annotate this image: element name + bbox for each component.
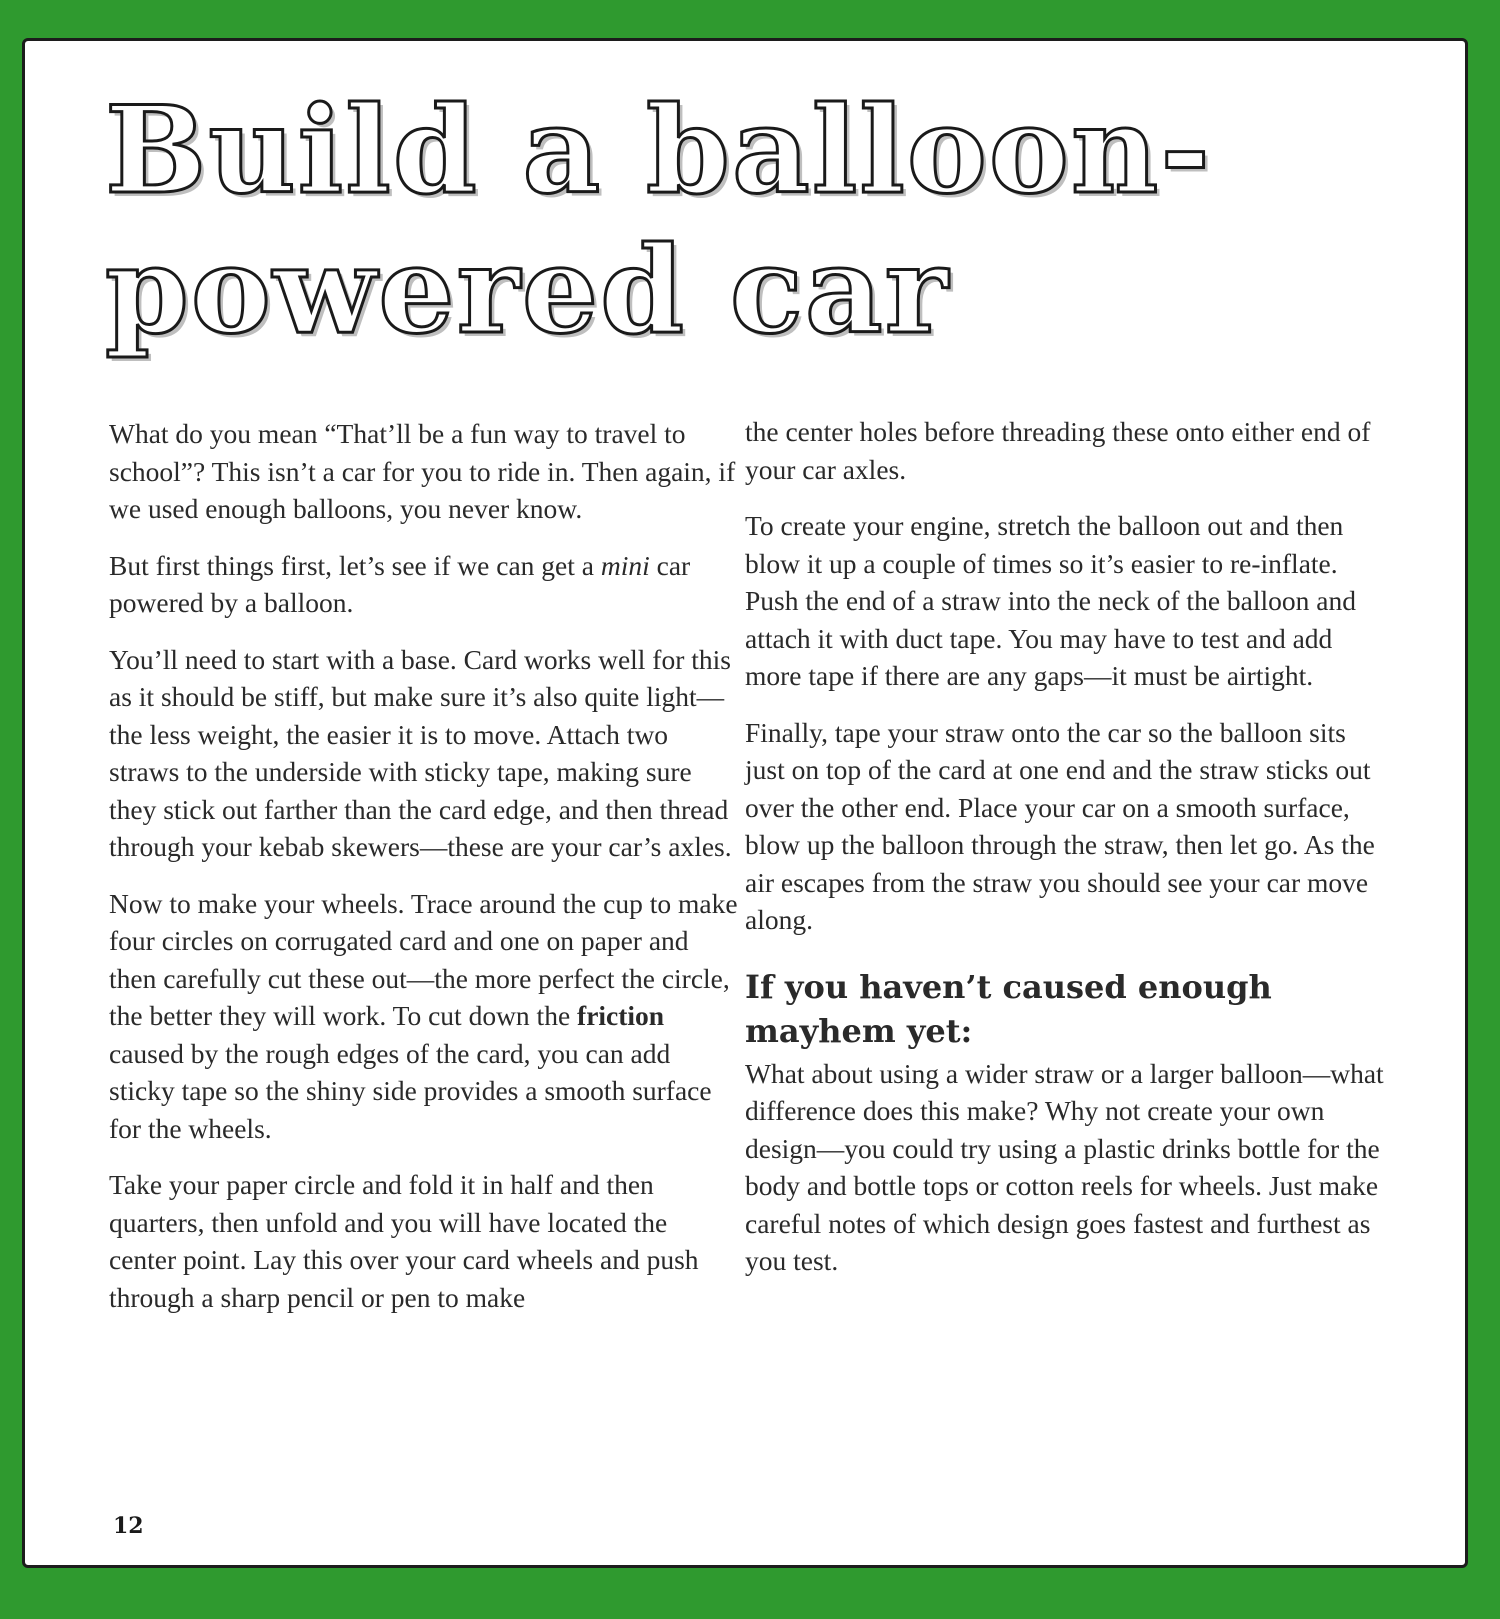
right-paragraph-1: the center holes before threading these onto either end of your car axles.	[745, 416, 1371, 485]
left-paragraph-4-start: Now to make your wheels. Trace around the cup to make four circles on corrugated card and one on paper and then carefully cut these out—the more perfect the circle, the better they will work. To cut down the	[109, 887, 738, 1031]
friction-term: friction	[577, 1000, 665, 1031]
right-paragraph-3: Finally, tape your straw onto the car so the balloon sits just on top of the card at one end and the straw sticks out over the other end. Place your car on a smooth surface, blow up the balloon through the straw, then let go. As the air escapes from the straw you should see your car move along.	[745, 716, 1375, 935]
title-line-2: powered car	[105, 220, 950, 361]
left-paragraph-2-end: car powered by a balloon.	[109, 549, 691, 618]
right-column	[745, 413, 1385, 1299]
left-paragraph-4	[109, 885, 739, 1148]
right-paragraph-2: To create your engine, stretch the balloon out and then blow it up a couple of times so it’s easier to re-inflate. Push the end of a straw into the neck of the balloon and attach it with duct tape. You may have to test and add more tape if there are any gaps—it must be airtight.	[745, 510, 1356, 691]
left-paragraph-1: What do you mean “That’ll be a fun way to travel to school”? This isn’t a car for you to ride in. Then again, if we used enough balloons, you never know.	[109, 418, 736, 524]
mini-emphasis: mini	[600, 549, 650, 581]
left-paragraph-5: Take your paper circle and fold it in half and then quarters, then unfold and you will have located the center point. Lay this over your card wheels and push through a sharp pencil or pen to make	[109, 1169, 699, 1313]
left-paragraph-2	[109, 547, 739, 622]
left-paragraph-3: You’ll need to start with a base. Card works well for this as it should be stiff, but make sure it’s also quite light—the less weight, the easier it is to move. Attach two straws to the underside with sticky tape, making sure they stick out farther than the card edge, and then thread through your kebab skewers—these are your car’s axles.	[109, 643, 732, 862]
page-panel	[22, 38, 1468, 1568]
right-paragraph-4: What about using a wider straw or a larger balloon—what difference does this make? Why not create your own design—you could try using a plastic drinks bottle for the body and bottle tops or cotton reels for wheels. Just make careful notes of which design goes fastest and furthest as you test.	[745, 1057, 1384, 1276]
left-paragraph-2-start: But first things first, let’s see if we can get a	[109, 549, 601, 581]
left-column	[109, 415, 739, 1335]
title-line-1: Build a balloon-	[105, 80, 1213, 221]
page-title	[105, 81, 1405, 361]
mayhem-subheading: If you haven’t caused enough mayhem yet:	[745, 967, 1272, 1050]
left-paragraph-4-end: caused by the rough edges of the card, you can add sticky tape so the shiny side provides a smooth surface for the wheels.	[109, 1037, 712, 1144]
page-number: 12	[113, 1513, 144, 1539]
